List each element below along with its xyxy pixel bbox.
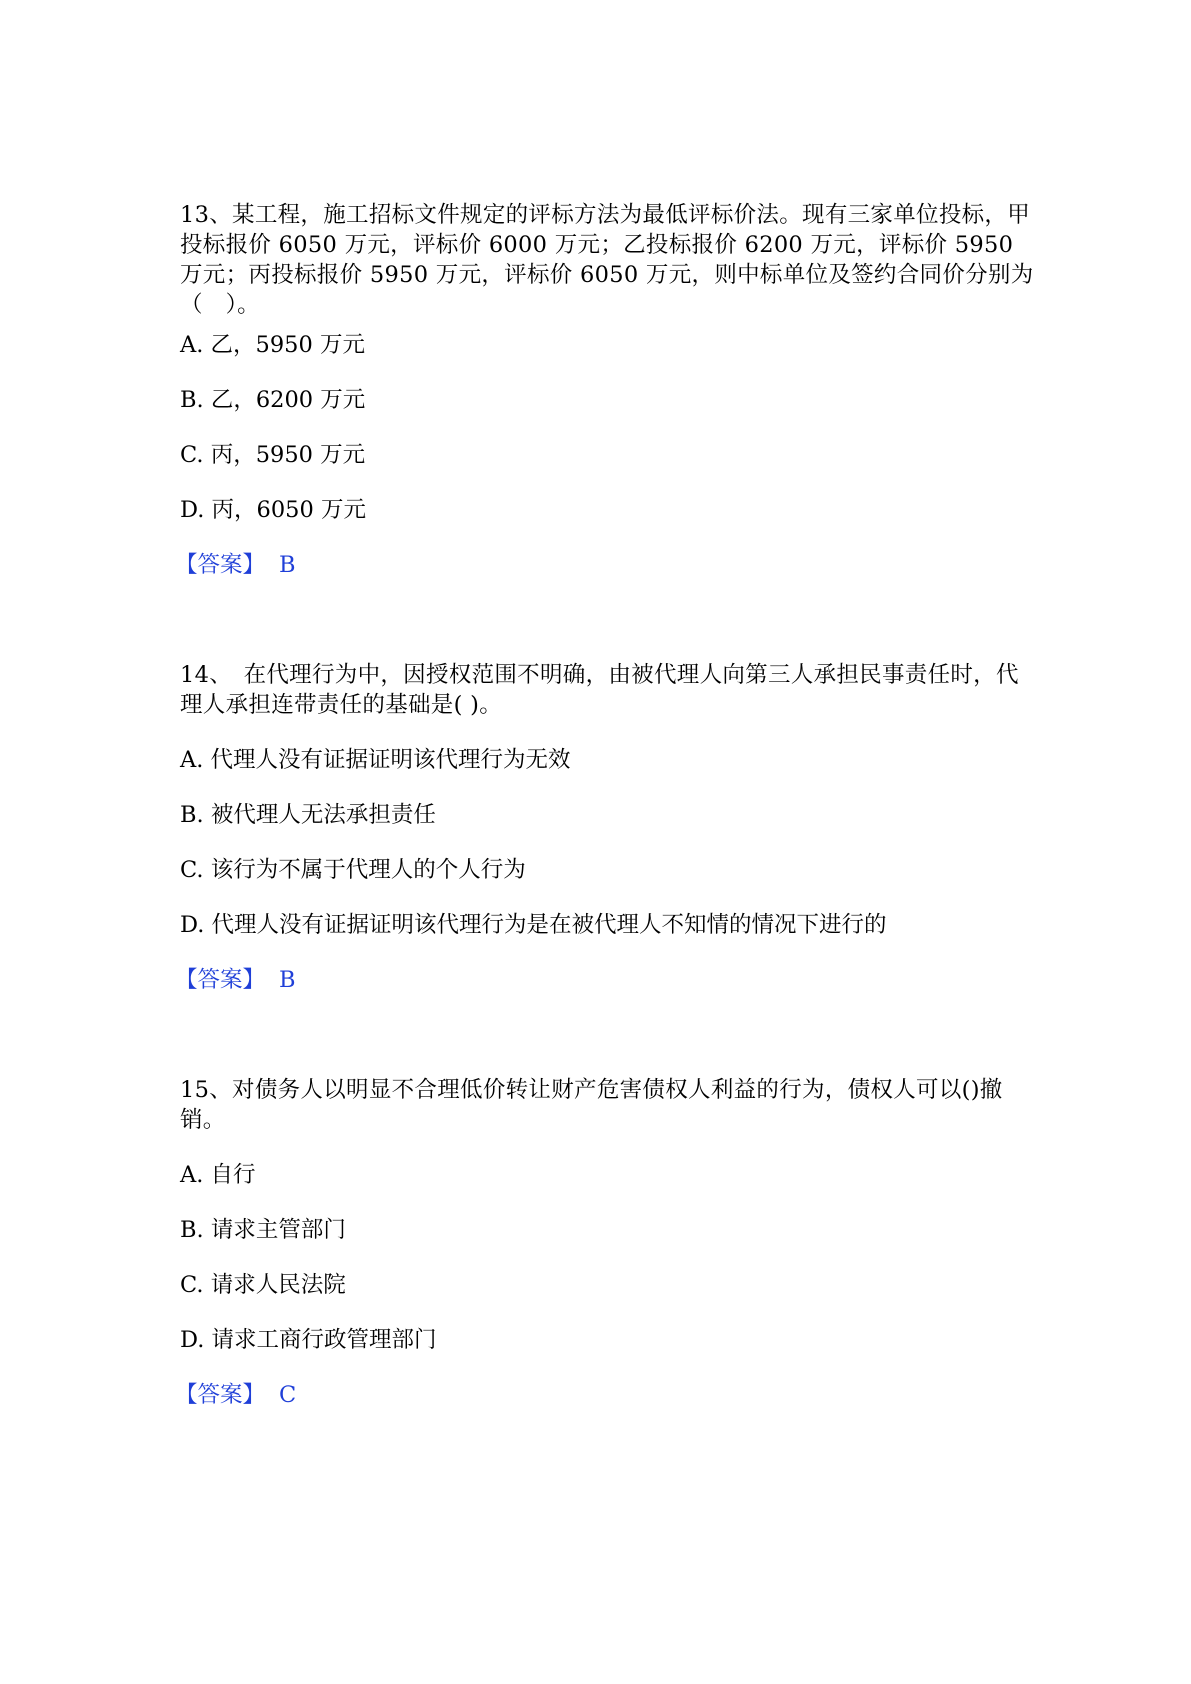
question-13-option-a: A. 乙，5950 万元 — [180, 332, 365, 358]
question-14-stem: 14、 在代理行为中，因授权范围不明确，由被代理人向第三人承担民事责任时，代理人承担连带责任的基础是( )。 — [180, 662, 1019, 718]
answer-value: B — [279, 967, 296, 993]
question-14-option-a: A. 代理人没有证据证明该代理行为无效 — [180, 747, 571, 773]
question-13-stem: 13、某工程，施工招标文件规定的评标方法为最低评标价法。现有三家单位投标，甲投标报价 6050 万元，评标价 6000 万元；乙投标报价 6200 万元，评标价 5950 万元；丙投标报价 5950 万元，评标价 6050 万元，则中标单位及签约合同价分别为（ ）。 — [180, 202, 1034, 318]
question-15-stem: 15、对债务人以明显不合理低价转让财产危害债权人利益的行为，债权人可以()撤销。 — [180, 1077, 1003, 1133]
answer-label: 【答案】 — [175, 967, 266, 993]
question-13-option-d: D. 丙，6050 万元 — [180, 497, 366, 523]
answer-value: B — [279, 552, 296, 578]
question-15-option-a: A. 自行 — [180, 1162, 256, 1188]
question-15-answer — [175, 1380, 296, 1410]
question-14-option-b: B. 被代理人无法承担责任 — [180, 802, 436, 828]
question-13-answer — [175, 550, 296, 580]
answer-label: 【答案】 — [175, 1382, 266, 1408]
question-15-option-d: D. 请求工商行政管理部门 — [180, 1327, 437, 1353]
answer-label: 【答案】 — [175, 552, 266, 578]
question-14-option-c: C. 该行为不属于代理人的个人行为 — [180, 857, 526, 883]
question-13-option-b: B. 乙，6200 万元 — [180, 387, 366, 413]
question-15-option-c: C. 请求人民法院 — [180, 1272, 346, 1298]
question-15-option-b: B. 请求主管部门 — [180, 1217, 346, 1243]
question-14-answer — [175, 965, 296, 995]
question-13-option-c: C. 丙，5950 万元 — [180, 442, 366, 468]
question-14-option-d: D. 代理人没有证据证明该代理行为是在被代理人不知情的情况下进行的 — [180, 912, 887, 938]
answer-value: C — [279, 1382, 297, 1408]
